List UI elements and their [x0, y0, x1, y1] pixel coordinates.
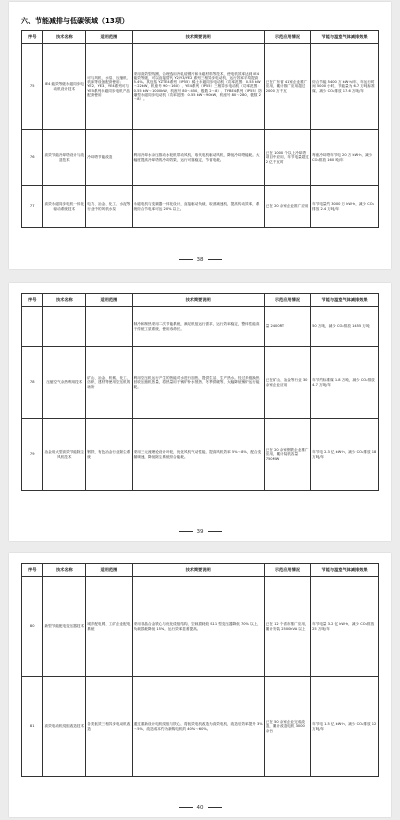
table-row [22, 419, 379, 491]
row-desc: 利用空压机运行产生的热能对水进行加热，提供生活、生产热水。经过多级换热回收压缩机热量，将热量用于锅炉补水预热、冬季供暖等，大幅降低锅炉运行能耗。 [132, 347, 264, 419]
row-scope: 矿山、冶金、机械、化工、纺织、建材等使用空压机的场所 [86, 347, 132, 419]
table-row [22, 130, 379, 186]
row-effect: 年节约标准煤 1.8 万吨，减少 CO₂排放 4.7 万吨/年 [311, 347, 379, 419]
header-scope: 适用范围 [86, 564, 132, 577]
row-effect: 年节电量约 3000 万 kW·h，减少 CO₂排放 2.4 万吨/年 [311, 186, 379, 228]
row-scope: 可与风机、水泵、压缩机、机床等设备配套使用；YE2、YE3、YE4系列可与YE5系列永磁同步电机产品配套使用 [86, 44, 132, 130]
row-scope: 电力、冶金、化工、水泥等行业中的风机水泵 [86, 186, 132, 228]
row-no: 81 [22, 677, 43, 777]
row-name: 新型节能配电变压器技术 [43, 577, 86, 677]
table-row [22, 186, 379, 228]
table-row [22, 677, 379, 777]
header-name: 技术名称 [43, 294, 86, 307]
row-no: 80 [22, 577, 43, 677]
table-header [22, 31, 379, 44]
row-name: 高效节能冷却塔设计与改造技术 [43, 130, 86, 186]
row-desc: 采用三元流理论设计叶轮，优化风机气动性能，提高风机效率 5%～8%，配合变频调速，降低除尘系统综合能耗。 [132, 419, 264, 491]
row-desc: 制冷和制热采用二次节能系统，满足机组运行需求，运行效率稳定，整体性能高于传统工质系统，使用寿命长。 [132, 307, 264, 347]
row-effect: 综合节能 5400 万 kW·h/年，年运行时间 5000 小时，节能量为 6.7 万吨标准煤，减少 CO₂排放 17.6 万吨/年 [311, 44, 379, 130]
row-desc: 利用冷却水余压推动水轮机带动风机，取代电机驱动风机，降低冷却塔能耗。大幅度提高冷却塔的冷却效果，运行可靠稳定，节省电耗。 [132, 130, 264, 186]
header-demo: 示范应用情况 [264, 31, 310, 44]
header-no: 序号 [22, 294, 43, 307]
row-demo: 已在矿山、冶金等行业 30 余家企业应用 [264, 347, 310, 419]
row-no: 76 [22, 130, 43, 186]
row-scope: 各类低效三相异步电动机改造 [86, 677, 132, 777]
row-effect: 年节电 2.3 亿 kW·h，减少 CO₂排放 18 万吨/年 [311, 419, 379, 491]
header-desc: 技术简要说明 [132, 564, 264, 577]
row-no: 75 [22, 44, 43, 130]
header-name: 技术名称 [43, 564, 86, 577]
header-desc: 技术简要说明 [132, 31, 264, 44]
row-name: 高效电动机绕组改造技术 [43, 677, 86, 777]
row-name: 高效永磁同步电机一体化驱动系统技术 [43, 186, 86, 228]
row-no: 79 [22, 419, 43, 491]
header-effect: 节能与温室气体减排效果 [311, 294, 379, 307]
page-number: 40 [9, 805, 391, 811]
table-row [22, 307, 379, 347]
row-demo: 已在 50 余家企业完成改造，累计改造电机 3000 余台 [264, 677, 310, 777]
table-row [22, 44, 379, 130]
row-desc: 采用高效型线圈，合理选用冷轧硅钢片和永磁材料等技术，使电机效率达到 IE4 能效等级，可以直接替代 Y2/Y3/YE2 系列三相异步电动机，运行效率平均提高5.4%。其包括 YZTE4系列（IP55）稀土永磁同步电动机（功率范围：0.55 kW～22kW，机座号 90～160）、YE4系列（IP55）三相异步电动机（功率范围：0.55 kW～1000kW，机座号 80～450，极数 2～8）、TYBE4系列（IP55）防爆型永磁同步电动机（功率范围：0.55 kW～90kW，机座号 80～280，极数 2～8）。 [132, 44, 264, 130]
row-scope [86, 307, 132, 347]
header-name: 技术名称 [43, 31, 86, 44]
header-no: 序号 [22, 564, 43, 577]
row-desc: 永磁电机与变频器一体化设计，直接驱动负载，取消减速机，提高传动效率，系统综合节电率可达 20% 以上。 [132, 186, 264, 228]
row-name: IE4 能效等级永磁同步电动机设计技术 [43, 44, 86, 130]
table-row [22, 577, 379, 677]
technology-table [21, 563, 379, 777]
document-page-1 [9, 2, 391, 269]
row-name [43, 307, 86, 347]
row-demo: 已在 20 余家企业推广应用 [264, 186, 310, 228]
table-header [22, 294, 379, 307]
row-no [22, 307, 43, 347]
row-no: 78 [22, 347, 43, 419]
row-effect: 年节电 1.5 亿 kW·h，减少 CO₂排放 12 万吨/年 [311, 677, 379, 777]
row-scope: 钢铁、有色冶金行业除尘系统 [86, 419, 132, 491]
technology-table [21, 293, 379, 491]
row-demo: 已在 12 个省市推广应用，累计安装 2500kVA 以上 [264, 577, 310, 677]
document-page-3 [9, 553, 391, 817]
row-scope: 冷却塔节能改造 [86, 130, 132, 186]
section-title: 六、节能减排与低碳领域（13项） [21, 17, 129, 25]
row-effect: 50 万吨，减少 CO₂排放 1455 万吨 [311, 307, 379, 347]
header-no: 序号 [22, 31, 43, 44]
technology-table [21, 30, 379, 228]
row-name: 冶金用大型高效节能除尘风机技术 [43, 419, 86, 491]
row-demo: 已在广东省 41家企业推广应用，累计推广应用超过 2000 万千瓦 [264, 44, 310, 130]
document-page-2 [9, 283, 391, 541]
row-effect: 每座冷却塔年节电 20 万 kW·h，减少 CO₂排放 160 吨/年 [311, 130, 379, 186]
row-no: 77 [22, 186, 43, 228]
row-demo: 量 2400RT [264, 307, 310, 347]
header-effect: 节能与温室气体减排效果 [311, 564, 379, 577]
page-number: 38 [9, 257, 391, 263]
row-demo: 已在 1000 个以上冷却塔项目中应用，年节电量超过 2 亿千瓦时 [264, 130, 310, 186]
table-header [22, 564, 379, 577]
row-desc: 通过重新设计电机绕组与铁心，将低效电机改造为高效电机，改造后效率提升 3%～5%，改造成本约为新购电机的 40%～60%。 [132, 677, 264, 777]
header-scope: 适用范围 [86, 31, 132, 44]
table-row [22, 347, 379, 419]
header-effect: 节能与温室气体减排效果 [311, 31, 379, 44]
page-number: 39 [9, 529, 391, 535]
row-scope: 城乡配电网、工矿企业配电系统 [86, 577, 132, 677]
row-effect: 年节电量 3.2 亿 kW·h，减少 CO₂排放 25 万吨/年 [311, 577, 379, 677]
header-demo: 示范应用情况 [264, 294, 310, 307]
row-name: 压缩空气余热利用技术 [43, 347, 86, 419]
header-desc: 技术简要说明 [132, 294, 264, 307]
row-desc: 采用非晶合金铁心与优化绕组结构，空载损耗较 S11 型变压器降低 70% 以上，负载损耗降低 15%，运行效率显著提高。 [132, 577, 264, 677]
header-demo: 示范应用情况 [264, 564, 310, 577]
header-scope: 适用范围 [86, 294, 132, 307]
row-demo: 已在 20 余家钢铁企业推广应用，累计装机容量 750MW [264, 419, 310, 491]
